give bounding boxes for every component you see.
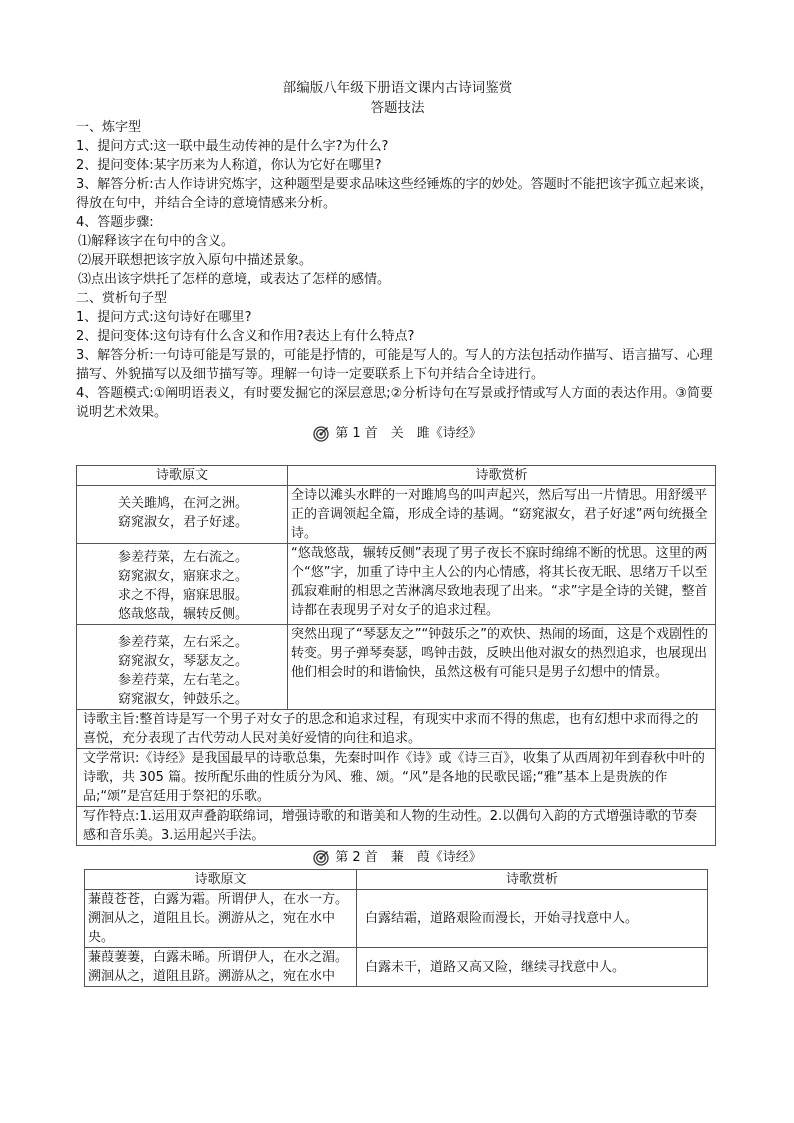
poem-original-cell: 蒹葭萋萋，白露未晞。所谓伊人，在水之湄。溯洄从之，道阻且跻。溯游从之，宛在水中: [85, 948, 357, 987]
poem-line: 窈窕淑女，琴瑟友之。: [118, 654, 249, 669]
poem2-table: [84, 869, 708, 987]
poem-original-cell: 蒹葭苍苍，白露为霜。所谓伊人，在水一方。溯洄从之，道阻且长。溯游从之，宛在水中央。: [85, 890, 357, 948]
section1-step: ⑶点出该字烘托了怎样的意境，或表达了怎样的感情。: [78, 272, 391, 287]
poem-line: 关关雎鸠，在河之洲。: [118, 496, 249, 511]
poem-line: 窈窕淑女，君子好逑。: [118, 515, 249, 530]
section2-heading: 二、赏析句子型: [76, 291, 168, 306]
poem1-features: 写作特点:1.运用双声叠韵联绵词，增强诗歌的和谐美和人物的生动性。2.以偶句入韵的方式增强诗歌的节奏感和音乐美。3.运用起兴手法。: [77, 807, 716, 846]
section1-line: 3、解答分析:古人作诗讲究炼字，这种题型是要求品味这些经锤炼的字的妙处。答题时不能把该字孤立起来谈，得放在句中，并结合全诗的意境情感来分析。: [76, 177, 713, 211]
table-row: [85, 948, 708, 987]
poem1-col-original-header: 诗歌原文: [77, 466, 288, 486]
target-icon: [313, 426, 329, 442]
poem2-col-analysis-header: 诗歌赏析: [357, 870, 708, 890]
table-row: [77, 625, 716, 710]
poem-analysis-cell: 全诗以滩头水畔的一对雎鸠鸟的叫声起兴，然后写出一片情思。用舒缓平正的音调领起全篇，形成全诗的基调。“窈窕淑女，君子好逑”两句统摄全诗。: [288, 486, 716, 544]
poem-original-cell: [77, 486, 288, 544]
section1-step: ⑵展开联想把该字放入原句中描述景象。: [78, 253, 313, 268]
poem1-table: [76, 465, 716, 846]
document-page: [76, 78, 719, 987]
section1-line: 2、提问变体:某字历来为人称道，你认为它好在哪里?: [76, 158, 382, 173]
table-row: [77, 807, 716, 846]
poem1-knowledge: 文学常识:《诗经》是我国最早的诗歌总集，先秦时叫作《诗》或《诗三百》，收集了从西周初年到春秋中叶的诗歌，共 305 篇。按所配乐曲的性质分为风、雅、颂。“风”是各地的民歌民谣;“雅”基本上是贵族的作品;“颂”是宫廷用于祭祀的乐歌。: [77, 749, 716, 807]
poem-analysis-cell: 白露未干，道路又高又险，继续寻找意中人。: [357, 948, 708, 987]
poem-line: 参差荇菜，左右芼之。: [118, 673, 249, 688]
poem-original-cell: [77, 544, 288, 625]
poem-line: 求之不得，寤寐思服。: [118, 588, 249, 603]
table-row: [77, 486, 716, 544]
table-row: [77, 749, 716, 807]
section2-line: 1、提问方式:这句诗好在哪里?: [76, 310, 252, 325]
section1-heading: 一、炼字型: [76, 120, 142, 135]
poem2-heading: 第 2 首 蒹 葭《诗经》: [335, 850, 482, 865]
poem-analysis-cell: 突然出现了“琴瑟友之”“钟鼓乐之”的欢快、热闹的场面，这是个戏剧性的转变。男子弹琴奏瑟，鸣钟击鼓，反映出他对淑女的热烈追求，也展现出他们相会时的和谐愉快，虽然这极有可能只是男子幻想中的情景。: [288, 625, 716, 710]
poem2-col-original-header: 诗歌原文: [85, 870, 357, 890]
section2-line: 2、提问变体:这句诗有什么含义和作用?表达上有什么特点?: [76, 329, 415, 344]
poem2-heading-row: [76, 846, 719, 869]
section2-line: 3、解答分析:一句诗可能是写景的，可能是抒情的，可能是写人的。写人的方法包括动作描写、语言描写、心理描写、外貌描写以及细节描写等。理解一句诗一定要联系上下句并结合全诗进行。: [76, 348, 713, 382]
section1-line: 1、提问方式:这一联中最生动传神的是什么字?为什么?: [76, 139, 389, 154]
poem-line: 窈窕淑女，钟鼓乐之。: [118, 692, 249, 707]
document-subtitle: 答题技法: [370, 100, 425, 116]
poem1-col-analysis-header: 诗歌赏析: [288, 466, 716, 486]
section2-line: 4、答题模式:①阐明语表义，有时要发掘它的深层意思;②分析诗句在写景或抒情或写人方面的表达作用。③简要说明艺术效果。: [76, 386, 713, 420]
poem-analysis-cell: 白露结霜，道路艰险而漫长，开始寻找意中人。: [357, 890, 708, 948]
target-icon: [313, 850, 329, 866]
poem-line: 窈窕淑女，寤寐求之。: [118, 569, 249, 584]
poem1-theme: 诗歌主旨:整首诗是写一个男子对女子的思念和追求过程，有现实中求而不得的焦虑，也有幻想中求而得之的喜悦，充分表现了古代劳动人民对美好爱情的向往和追求。: [77, 710, 716, 749]
poem-line: 悠哉悠哉，辗转反侧。: [118, 607, 249, 622]
poem-line: 参差荇菜，左右流之。: [118, 550, 249, 565]
poem1-heading-row: [76, 422, 719, 445]
section1-step: ⑴解释该字在句中的含义。: [78, 234, 235, 249]
poem-original-cell: [77, 625, 288, 710]
poem-analysis-cell: “悠哉悠哉，辗转反侧”表现了男子夜长不寐时绵绵不断的忧思。这里的两个“悠”字，加重了诗中主人公的内心情感，将其长夜无眠、思绪万千以至孤寂难耐的相思之苦淋漓尽致地表现了出来。“求”字是全诗的关键，整首诗都在表现男子对女子的追求过程。: [288, 544, 716, 625]
poem1-heading: 第 1 首 关 雎《诗经》: [335, 426, 482, 441]
table-row: [85, 890, 708, 948]
table-row: [77, 544, 716, 625]
poem-line: 参差荇菜，左右采之。: [118, 635, 249, 650]
table-row: [77, 710, 716, 749]
section1-line: 4、答题步骤:: [76, 215, 154, 230]
document-title: 部编版八年级下册语文课内古诗词鉴赏: [282, 80, 513, 96]
